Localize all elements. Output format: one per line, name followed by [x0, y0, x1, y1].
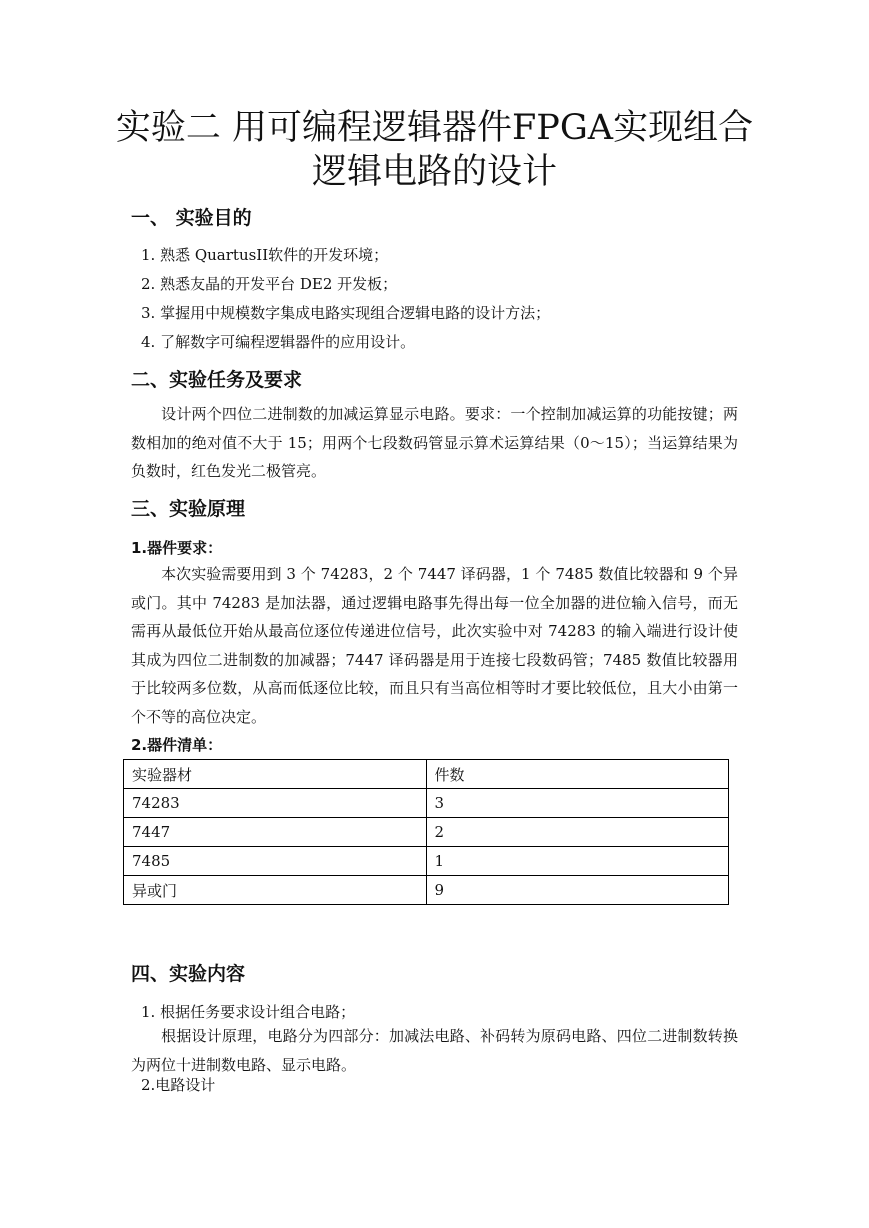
table-row — [124, 876, 729, 905]
section-heading-principle: 三、实验原理 — [131, 498, 246, 520]
tasks-paragraph — [131, 400, 738, 486]
table-row — [124, 789, 729, 818]
subheading-component-list: 2.器件清单： — [131, 736, 223, 754]
table-cell: 9 — [426, 876, 729, 905]
tasks-paragraph-text: 设计两个四位二进制数的加减运算显示电路。要求：一个控制加减运算的功能按键；两数相加的绝对值不大于 15；用两个七段数码管显示算术运算结果（0～15）；当运算结果为负数时，红色发光二极管亮。 — [131, 405, 738, 481]
table-cell: 3 — [426, 789, 729, 818]
content-paragraph-text: 根据设计原理，电路分为四部分：加减法电路、补码转为原码电路、四位二进制数转换为两位十进制数电路、显示电路。 — [131, 1027, 738, 1074]
table-header-row — [124, 760, 729, 789]
page-title-line-2: 逻辑电路的设计 — [311, 152, 557, 192]
table-cell: 1 — [426, 847, 729, 876]
table-cell: 7485 — [124, 847, 427, 876]
objective-item: 4. 了解数字可编程逻辑器件的应用设计。 — [141, 333, 416, 351]
section-heading-content: 四、实验内容 — [131, 963, 246, 985]
table-header-cell: 实验器材 — [124, 760, 427, 789]
table-cell: 74283 — [124, 789, 427, 818]
component-table — [123, 759, 729, 905]
table-header-cell: 件数 — [426, 760, 729, 789]
content-item: 2.电路设计 — [141, 1076, 216, 1094]
table-row — [124, 818, 729, 847]
objective-item: 2. 熟悉友晶的开发平台 DE2 开发板； — [141, 275, 398, 293]
section-heading-objectives: 一、 实验目的 — [131, 207, 252, 229]
subheading-component-requirements: 1.器件要求： — [131, 539, 223, 557]
table-row — [124, 847, 729, 876]
page-title-line-1: 实验二 用可编程逻辑器件FPGA实现组合 — [115, 108, 754, 148]
objective-item: 3. 掌握用中规模数字集成电路实现组合逻辑电路的设计方法； — [141, 304, 551, 322]
table-cell: 7447 — [124, 818, 427, 847]
content-item: 1. 根据任务要求设计组合电路； — [141, 1003, 356, 1021]
table-cell: 2 — [426, 818, 729, 847]
section-heading-tasks: 二、实验任务及要求 — [131, 369, 303, 391]
content-paragraph — [131, 1022, 738, 1079]
principle-paragraph-text: 本次实验需要用到 3 个 74283，2 个 7447 译码器，1 个 7485 数值比较器和 9 个异或门。其中 74283 是加法器，通过逻辑电路事先得出每一位全加器的进位输入信号，而无需再从最低位开始从最高位逐位传递进位信号，此次实验中对 74283 的输入端进行设计使其成为四位二进制数的加减器；7447 译码器是用于连接七段数码管；7485 数值比较器用于比较两多位数，从高而低逐位比较，而且只有当高位相等时才要比较低位，且大小由第一个不等的高位决定。 — [131, 565, 738, 726]
table-cell: 异或门 — [124, 876, 427, 905]
objective-item: 1. 熟悉 QuartusII软件的开发环境； — [141, 246, 389, 264]
principle-paragraph — [131, 560, 738, 732]
